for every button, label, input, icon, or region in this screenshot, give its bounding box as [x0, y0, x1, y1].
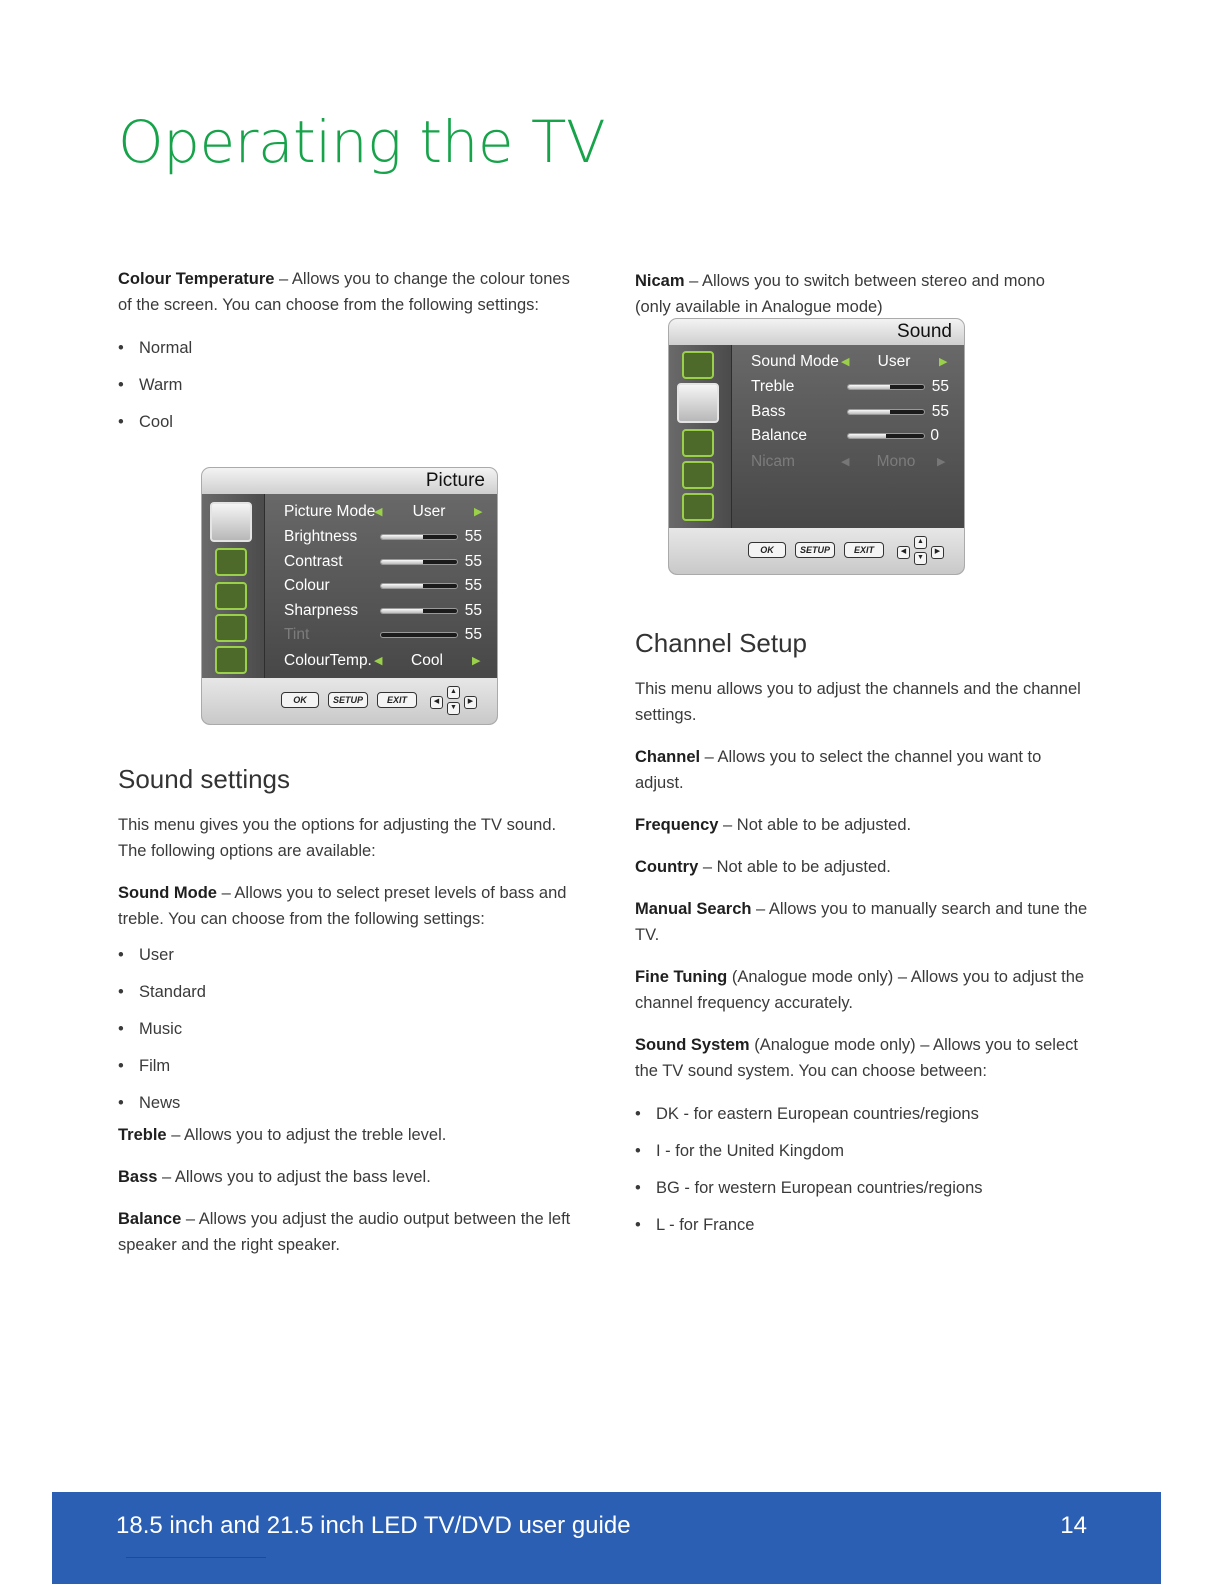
- balance-row[interactable]: [751, 424, 951, 448]
- channel-intro: This menu allows you to adjust the channels and the channel settings.: [635, 680, 1081, 724]
- ok-button[interactable]: OK: [748, 542, 786, 558]
- nicam-lead: Nicam: [635, 272, 685, 290]
- slider-bar[interactable]: [380, 583, 458, 589]
- channel-setup-section: [635, 676, 1090, 1244]
- list-item: • DK - for eastern European countries/regions: [635, 1096, 1090, 1133]
- function-icon[interactable]: [682, 461, 714, 489]
- list-item: • News: [118, 1085, 588, 1122]
- row-label: Bass: [751, 403, 786, 420]
- setup-button[interactable]: SETUP: [795, 542, 835, 558]
- fine-tuning-text: (Analogue mode only) – Allows you to adjust the channel frequency accurately.: [635, 968, 1085, 1012]
- nicam-text: – Allows you to switch between stereo and mono (only available in Analogue mode): [635, 272, 1045, 316]
- row-label: Tint: [284, 626, 310, 643]
- setup-button[interactable]: SETUP: [328, 692, 368, 708]
- row-value: 55: [464, 602, 482, 619]
- row-label: Picture Mode: [284, 503, 376, 520]
- slider-bar[interactable]: [847, 433, 925, 439]
- nav-down-icon[interactable]: ▼: [447, 702, 460, 715]
- row-label: Sound Mode: [751, 353, 839, 370]
- slider-bar[interactable]: [847, 409, 925, 415]
- row-option: User: [412, 503, 446, 520]
- exit-button[interactable]: EXIT: [377, 692, 417, 708]
- sound-intro: This menu gives you the options for adjusting the TV sound. The following options are available:: [118, 816, 557, 860]
- colour-temp-text: – Allows you to change the colour tones of the screen. You can choose from the following settings:: [118, 270, 570, 314]
- treble-text: – Allows you to adjust the treble level.: [166, 1126, 447, 1144]
- nav-right-icon[interactable]: ▶: [464, 696, 477, 709]
- page-title: Operating the TV: [118, 108, 606, 176]
- channel-icon[interactable]: [682, 429, 714, 457]
- colour-temp-lead: Colour Temperature: [118, 270, 275, 288]
- list-item: • Music: [118, 1011, 588, 1048]
- page-footer: [52, 1492, 1161, 1584]
- row-value: 55: [464, 553, 482, 570]
- country-lead: Country: [635, 858, 699, 876]
- row-option: Cool: [411, 652, 443, 669]
- bass-lead: Bass: [118, 1168, 158, 1186]
- picture-menu: [202, 468, 497, 724]
- slider-bar[interactable]: [380, 534, 458, 540]
- sharpness-row[interactable]: [284, 599, 484, 623]
- bass-row[interactable]: [751, 400, 951, 424]
- footer-underline: [126, 1557, 266, 1558]
- menu-sidebar: [202, 494, 265, 678]
- menu-title: Sound: [669, 319, 964, 345]
- arrow-left-icon[interactable]: ◀: [374, 506, 383, 518]
- menu-footer: [202, 678, 497, 724]
- menu-title: Picture: [202, 468, 497, 494]
- slider-fill: [381, 535, 423, 539]
- list-item: • BG - for western European countries/regions: [635, 1170, 1090, 1207]
- nav-right-icon[interactable]: ▶: [931, 546, 944, 559]
- treble-row[interactable]: [751, 375, 951, 399]
- picture-icon[interactable]: [682, 351, 714, 379]
- tint-row: [284, 623, 484, 647]
- row-value: 55: [464, 626, 482, 643]
- slider-fill: [848, 385, 890, 389]
- list-item: • User: [118, 937, 588, 974]
- ok-button[interactable]: OK: [281, 692, 319, 708]
- colour-row[interactable]: [284, 574, 484, 598]
- sound-system-lead: Sound System: [635, 1036, 750, 1054]
- channel-lead: Channel: [635, 748, 701, 766]
- slider-bar[interactable]: [847, 384, 925, 390]
- menu-sidebar: [669, 345, 732, 528]
- sound-settings-section: [118, 812, 588, 1258]
- country-text: – Not able to be adjusted.: [698, 858, 891, 876]
- nicam-section: [635, 268, 1055, 320]
- slider-fill: [381, 584, 423, 588]
- exit-button[interactable]: EXIT: [844, 542, 884, 558]
- setup-tools-icon[interactable]: [215, 646, 247, 674]
- footer-title: 18.5 inch and 21.5 inch LED TV/DVD user guide: [116, 1512, 631, 1539]
- sound-system-options: [635, 1096, 1090, 1244]
- arrow-right-icon[interactable]: ▶: [939, 356, 948, 368]
- sound-mode-row[interactable]: [751, 350, 951, 374]
- nav-left-icon[interactable]: ◀: [430, 696, 443, 709]
- brightness-row[interactable]: [284, 525, 484, 549]
- picture-mode-row[interactable]: [284, 500, 484, 524]
- bass-text: – Allows you to adjust the bass level.: [157, 1168, 431, 1186]
- list-item: • L - for France: [635, 1207, 1090, 1244]
- contrast-row[interactable]: [284, 550, 484, 574]
- page-number: 14: [1060, 1512, 1087, 1539]
- channel-icon[interactable]: [215, 582, 247, 610]
- sound-menu: [669, 319, 964, 574]
- arrow-right-icon[interactable]: ▶: [474, 506, 483, 518]
- colour-temp-row[interactable]: [284, 649, 484, 673]
- balance-lead: Balance: [118, 1210, 182, 1228]
- nav-left-icon[interactable]: ◀: [897, 546, 910, 559]
- frequency-lead: Frequency: [635, 816, 719, 834]
- channel-text: – Allows you to select the channel you want to adjust.: [635, 748, 1042, 792]
- slider-fill: [381, 560, 423, 564]
- balance-text: – Allows you adjust the audio output between the left speaker and the right speaker.: [118, 1210, 571, 1254]
- row-option: Mono: [876, 453, 916, 470]
- manual-search-lead: Manual Search: [635, 900, 752, 918]
- colour-temp-options: [118, 330, 588, 441]
- manual-search-text: – Allows you to manually search and tune the TV.: [635, 900, 1088, 944]
- arrow-left-icon: ◀: [841, 456, 850, 468]
- row-label: ColourTemp.: [284, 652, 372, 669]
- row-value: 55: [931, 403, 949, 420]
- slider-fill: [381, 609, 423, 613]
- frequency-text: – Not able to be adjusted.: [718, 816, 912, 834]
- arrow-left-icon[interactable]: ◀: [841, 356, 850, 368]
- picture-icon[interactable]: [210, 502, 252, 542]
- list-item: • I - for the United Kingdom: [635, 1133, 1090, 1170]
- channel-setup-heading: Channel Setup: [635, 628, 808, 658]
- nicam-row: [751, 450, 951, 474]
- nav-up-icon[interactable]: ▲: [914, 536, 927, 549]
- sound-mode-options: [118, 937, 588, 1122]
- list-item: • Standard: [118, 974, 588, 1011]
- sound-settings-heading: Sound settings: [118, 764, 291, 794]
- slider-bar[interactable]: [380, 559, 458, 565]
- list-item: • Film: [118, 1048, 588, 1085]
- arrow-left-icon[interactable]: ◀: [374, 655, 383, 667]
- row-value: 55: [464, 577, 482, 594]
- nav-down-icon[interactable]: ▼: [914, 552, 927, 565]
- menu-footer: [669, 528, 964, 574]
- list-item: • Cool: [118, 404, 588, 441]
- arrow-right-icon: ▶: [937, 456, 946, 468]
- list-item: • Warm: [118, 367, 588, 404]
- row-label: Contrast: [284, 553, 343, 570]
- row-label: Balance: [751, 427, 808, 444]
- slider-bar[interactable]: [380, 608, 458, 614]
- row-label: Nicam: [751, 453, 795, 470]
- setup-tools-icon[interactable]: [682, 493, 714, 521]
- slider-fill: [848, 434, 886, 438]
- sound-mode-lead: Sound Mode: [118, 884, 217, 902]
- list-item: • Normal: [118, 330, 588, 367]
- sound-icon[interactable]: [677, 383, 719, 423]
- slider-fill: [848, 410, 890, 414]
- row-value: 55: [464, 528, 482, 545]
- navigation-pad[interactable]: [430, 686, 476, 718]
- sound-icon[interactable]: [215, 548, 247, 576]
- sound-system-text: (Analogue mode only) – Allows you to select the TV sound system. You can choose between:: [635, 1036, 1078, 1080]
- treble-lead: Treble: [118, 1126, 167, 1144]
- row-value: 0: [930, 427, 939, 444]
- function-icon[interactable]: [215, 614, 247, 642]
- navigation-pad[interactable]: [897, 536, 943, 568]
- row-label: Treble: [751, 378, 795, 395]
- arrow-right-icon[interactable]: ▶: [472, 655, 481, 667]
- slider-bar: [380, 632, 458, 638]
- colour-temp-section: [118, 266, 588, 441]
- row-label: Colour: [284, 577, 330, 594]
- fine-tuning-lead: Fine Tuning: [635, 968, 728, 986]
- row-label: Sharpness: [284, 602, 359, 619]
- nav-up-icon[interactable]: ▲: [447, 686, 460, 699]
- row-label: Brightness: [284, 528, 358, 545]
- row-value: 55: [931, 378, 949, 395]
- sound-mode-text: – Allows you to select preset levels of bass and treble. You can choose from the following settings:: [118, 884, 567, 928]
- row-option: User: [877, 353, 911, 370]
